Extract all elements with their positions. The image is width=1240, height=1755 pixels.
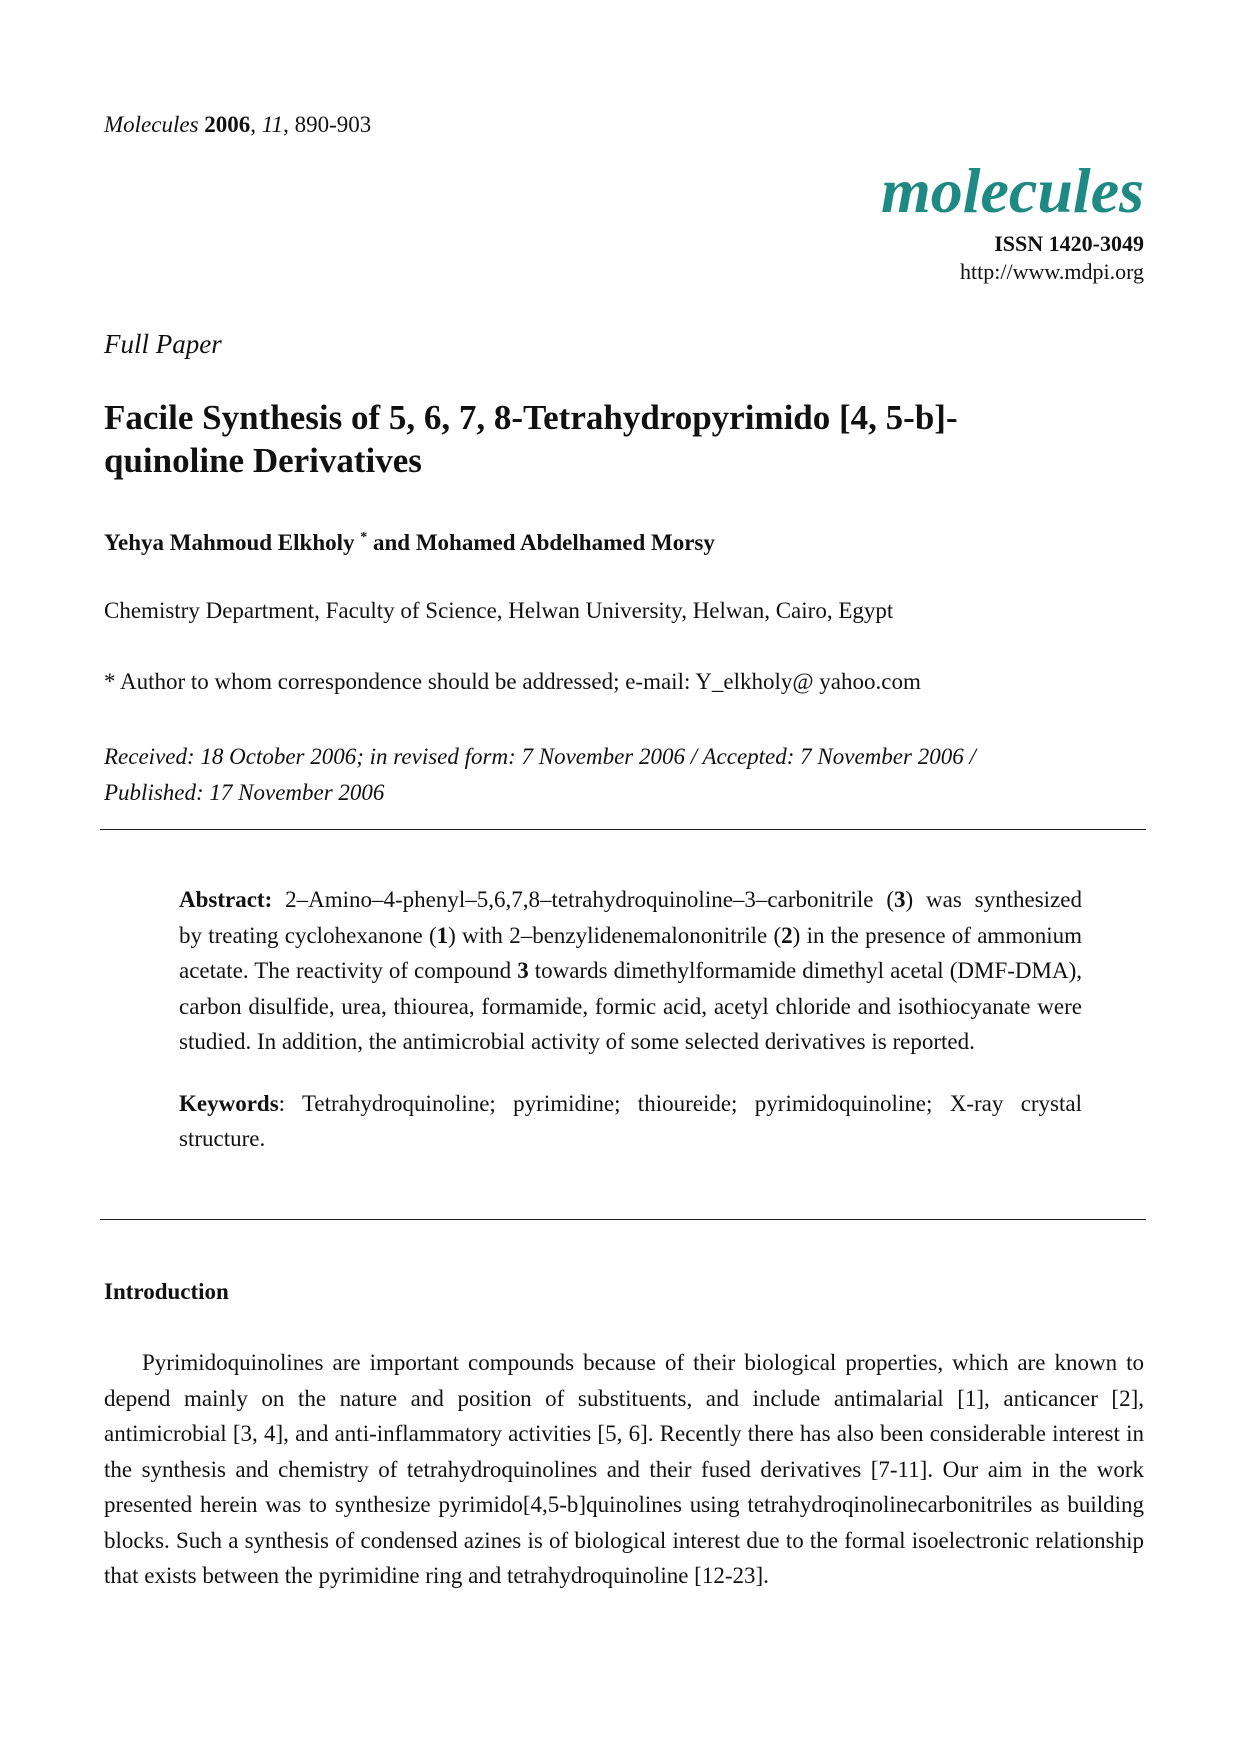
journal-issn: ISSN 1420-3049 <box>994 231 1144 256</box>
citation-journal: Molecules <box>104 112 199 137</box>
correspondence-note: * Author to whom correspondence should be addressed; e-mail: Y_elkholy@ yahoo.com <box>104 669 921 694</box>
paper-type: Full Paper <box>104 329 222 359</box>
abstract-label: Abstract: <box>179 887 273 912</box>
compound-ref: 3 <box>517 958 529 983</box>
keywords-text: : Tetrahydroquinoline; pyrimidine; thioureide; pyrimidoquinoline; X-ray crystal structure. <box>179 1090 1082 1151</box>
keywords-paragraph <box>179 1086 1082 1157</box>
dates-line-2: Published: 17 November 2006 <box>104 780 385 805</box>
abstract-top-divider <box>100 829 1146 830</box>
abstract-paragraph: Abstract: 2–Amino–4-phenyl–5,6,7,8–tetrahydroquinoline–3–carbonitrile (3) was synthesized by treating cyclohexanone (1) with 2–benzylidenemalononitrile (2) in the presence of ammonium acetate. The reactivity of compound 3 towards dimethylformamide dimethyl acetal (DMF-DMA), carbon disulfide, urea, thiourea, formamide, formic acid, acetyl chloride and isothiocyanate were studied. In addition, the antimicrobial activity of some selected derivatives is reported. <box>179 887 1082 1054</box>
author-2: and Mohamed Abdelhamed Morsy <box>367 530 715 555</box>
compound-ref: 1 <box>436 922 449 948</box>
citation-separator: , <box>250 112 262 137</box>
journal-citation <box>104 111 371 139</box>
abstract-block <box>179 882 1082 1157</box>
abstract-bottom-divider <box>100 1219 1146 1220</box>
publication-dates <box>104 739 1144 811</box>
corresponding-author-marker: * <box>360 530 368 545</box>
journal-logo: molecules <box>880 155 1144 226</box>
citation-pages: , 890-903 <box>283 112 372 137</box>
citation-volume: 11 <box>261 112 284 137</box>
author-list <box>104 524 715 557</box>
keywords-label: Keywords <box>179 1090 279 1116</box>
citation-year: 2006 <box>204 112 251 137</box>
paper-title <box>104 396 1144 482</box>
compound-ref: 3 <box>893 887 906 912</box>
journal-url[interactable]: http://www.mdpi.org <box>960 259 1144 284</box>
compound-ref: 2 <box>781 922 793 948</box>
paper-title-line-2: quinoline Derivatives <box>104 441 422 480</box>
paper-title-line-1: Facile Synthesis of 5, 6, 7, 8-Tetrahydropyrimido [4, 5-b]- <box>104 398 958 437</box>
journal-brand <box>881 156 1144 286</box>
dates-line-1: Received: 18 October 2006; in revised form: 7 November 2006 / Accepted: 7 November 2006 / <box>104 744 976 769</box>
author-1: Yehya Mahmoud Elkholy <box>104 530 361 555</box>
author-affiliation: Chemistry Department, Faculty of Science, Helwan University, Helwan, Cairo, Egypt <box>104 598 894 623</box>
introduction-heading: Introduction <box>104 1279 229 1304</box>
introduction-paragraph: Pyrimidoquinolines are important compounds because of their biological properties, which are known to depend mainly on the nature and position of substituents, and include antimalarial [1], anticancer [2], antimicrobial [3, 4], and anti-inflammatory activities [5, 6]. Recently there has also been considerable interest in the synthesis and chemistry of tetrahydroquinolines and their fused derivatives [7-11]. Our aim in the work presented herein was to synthesize pyrimido[4,5-b]quinolines using tetrahydroqinolinecarbonitriles as building blocks. Such a synthesis of condensed azines is of biological interest due to the formal isoelectronic relationship that exists between the pyrimidine ring and tetrahydroquinoline [12-23]. <box>104 1350 1144 1588</box>
